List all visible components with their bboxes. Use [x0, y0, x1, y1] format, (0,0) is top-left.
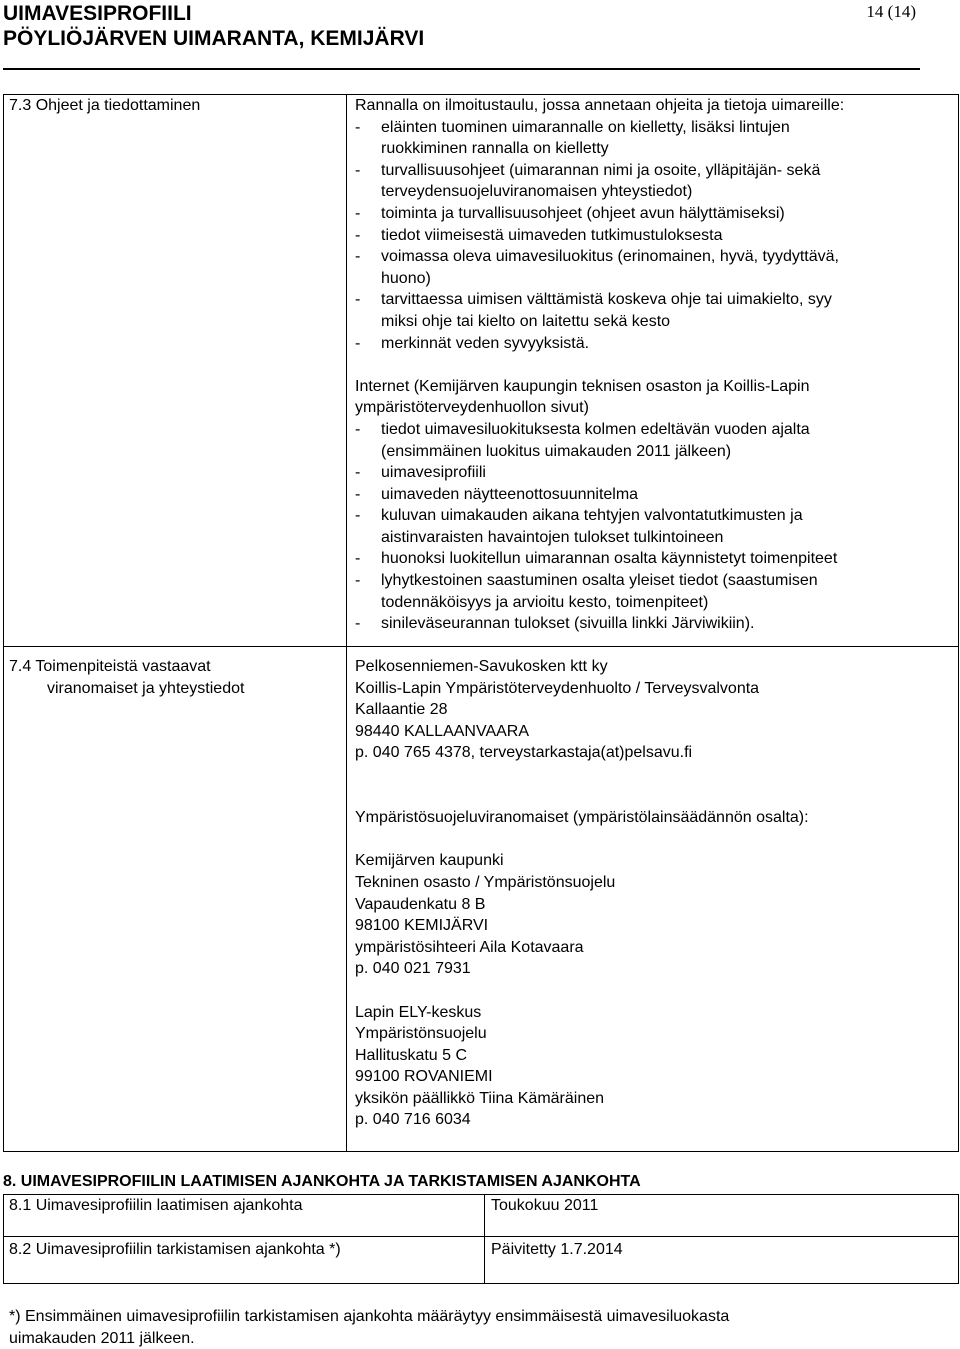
contact-block-kemijarvi: Kemijärven kaupunki Tekninen osasto / Ympäristönsuojelu Vapaudenkatu 8 B 98100 KEMIJÄRVI ympäristösihteeri Aila Kotavaara p. 040 021 7931 — [355, 852, 616, 978]
header-divider — [3, 68, 920, 70]
list-item: - tarvittaessa uimisen välttämistä koskeva ohje tai uimakielto, syy miksi ohje tai kielto on laitettu sekä kesto — [355, 291, 832, 330]
section-7-column-divider — [346, 94, 347, 1152]
page-number: 14 (14) — [866, 2, 916, 21]
list-item: - uimavesiprofiili — [355, 464, 486, 482]
list-item: - tiedot uimavesiluokituksesta kolmen edeltävän vuoden ajalta (ensimmäinen luokitus uimakauden 2011 jälkeen) — [355, 420, 810, 460]
section-7-row-divider — [3, 646, 959, 647]
contact-block-terveysvalvonta: Pelkosenniemen-Savukosken ktt ky Koillis-Lapin Ympäristöterveydenhuolto / Terveysvalvonta Kallaantie 28 98440 KALLAANVAARA p. 040 765 4378, terveystarkastaja(at)pelsavu.fi — [355, 658, 760, 762]
section-8-column-divider — [484, 1194, 485, 1284]
list-item: - lyhytkestoinen saastuminen osalta yleiset tiedot (saastumisen todennäköisyys ja arvioitu kesto, toimenpiteet) — [355, 572, 818, 611]
section-7-4-content — [355, 656, 925, 1131]
internet-list — [355, 419, 925, 635]
environment-authorities-heading: Ympäristösuojeluviranomaiset (ympäristölainsäädännön osalta): — [355, 809, 809, 827]
list-item: - huonoksi luokitellun uimarannan osalta käynnistetyt toimenpiteet — [355, 550, 838, 568]
notice-board-list — [355, 117, 925, 355]
list-item: - tiedot viimeisestä uimaveden tutkimustuloksesta — [355, 226, 723, 244]
list-item: - uimaveden näytteenottosuunnitelma — [355, 485, 639, 503]
section-7-4-label: 7.4 Toimenpiteistä vastaavat viranomaiset ja yhteystiedot — [9, 658, 245, 697]
section-7-3-label: 7.3 Ohjeet ja tiedottaminen — [9, 97, 201, 114]
list-item: - eläinten tuominen uimarannalle on kielletty, lisäksi lintujen ruokkiminen rannalla on kielletty — [355, 118, 790, 158]
section-8-row-divider — [3, 1236, 959, 1237]
footnote: *) Ensimmäinen uimavesiprofiilin tarkistamisen ajankohta määräytyy ensimmäisestä uimavesiluokasta uimakauden 2011 jälkeen. — [9, 1308, 730, 1347]
list-item: - sinileväseurannan tulokset (sivuilla linkki Järviwikiin). — [355, 615, 755, 633]
section-8-1-value: Toukokuu 2011 — [491, 1197, 599, 1214]
document-subtitle: PÖYLIÖJÄRVEN UIMARANTA, KEMIJÄRVI — [3, 27, 425, 50]
section-8-1-label: 8.1 Uimavesiprofiilin laatimisen ajankohta — [9, 1197, 303, 1214]
page-header — [3, 0, 920, 70]
document-title: UIMAVESIPROFIILI — [3, 2, 192, 25]
list-item: - toiminta ja turvallisuusohjeet (ohjeet avun hälyttämiseksi) — [355, 204, 785, 222]
list-item: - kuluvan uimakauden aikana tehtyjen valvontatutkimusten ja aistinvaraisten havaintojen tulokset tulkintoineen — [355, 507, 803, 546]
list-item: - voimassa oleva uimavesiluokitus (erinomainen, hyvä, tyydyttävä, huono) — [355, 248, 839, 287]
list-item: - merkinnät veden syvyyksistä. — [355, 334, 590, 352]
section-8-2-label: 8.2 Uimavesiprofiilin tarkistamisen ajankohta *) — [9, 1241, 341, 1258]
contact-block-ely: Lapin ELY-keskus Ympäristönsuojelu Hallituskatu 5 C 99100 ROVANIEMI yksikön päällikkö Tiina Kämäräinen p. 040 716 6034 — [355, 1003, 605, 1129]
section-8-2-value: Päivitetty 1.7.2014 — [491, 1241, 623, 1258]
notice-board-intro: Rannalla on ilmoitustaulu, jossa annetaan ohjeita ja tietoja uimareille: — [355, 97, 845, 114]
section-7-3-content — [355, 95, 925, 635]
internet-intro: Internet (Kemijärven kaupungin teknisen osaston ja Koillis-Lapin ympäristöterveydenhuollon sivut) — [355, 377, 810, 417]
list-item: - turvallisuusohjeet (uimarannan nimi ja osoite, ylläpitäjän- sekä terveydensuojeluviranomaisen yhteystiedot) — [355, 161, 821, 201]
section-8-heading: 8. UIMAVESIPROFIILIN LAATIMISEN AJANKOHTA JA TARKISTAMISEN AJANKOHTA — [3, 1173, 641, 1190]
